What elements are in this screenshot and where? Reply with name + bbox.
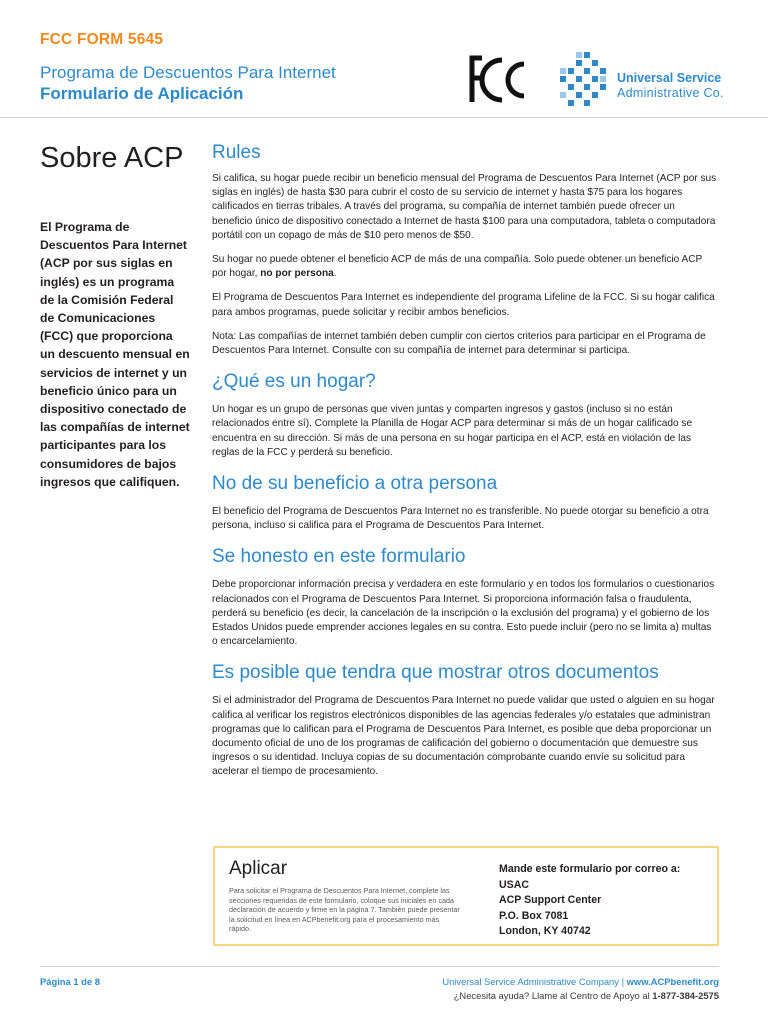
rules-heading: Rules (212, 142, 261, 163)
footer-separator: | (621, 976, 625, 987)
documents-heading: Es posible que tendra que mostrar otros documentos (212, 662, 659, 684)
rules-paragraph-2-text: Su hogar no puede obtener el beneficio ACP de más de una compañía. Solo puede obtener un beneficio ACP por hogar, (212, 254, 703, 280)
rules-paragraph-3: El Programa de Descuentos Para Internet es independiente del programa Lifeline de la FCC. Si su hogar califica para ambos programas, puede solicitar y recibir ambos beneficios. (212, 292, 715, 318)
footer-company: Universal Service Administrative Company (442, 976, 619, 987)
mail-line-4: London, KY 40742 (499, 925, 591, 937)
main-content (212, 140, 717, 790)
usac-name (617, 71, 724, 101)
honest-paragraph: Debe proporcionar información precisa y verdadera en este formulario y en todos los formularios o cuestionarios relacionados con el Programa de Descuentos Para Internet. Si proporciona información falsa o fraudulenta, perderá su beneficio (es decir, la cancelación de la inscripción o la exclusión del programa) y el gobierno de los Estados Unidos puede emprender acciones legales en su contra. Esto puede incluir (pero no se limita a) multas o encarcelamiento. (212, 579, 715, 648)
footer-divider (40, 966, 719, 967)
footer-company-line (442, 976, 719, 987)
footer-help-text: ¿Necesita ayuda? Llame al Centro de Apoyo al (453, 990, 653, 1001)
sidebar-intro: El Programa de Descuentos Para Internet (ACP por sus siglas en inglés) es un programa de la Comisión Federal de Comunicaciones (FCC) que proporciona un descuento mensual en servicios de internet y un beneficio único para un dispositivo conectado de las compañías de internet participantes para los consumidores de bajos ingresos que califiquen. (40, 220, 190, 489)
program-title: Programa de Descuentos Para Internet (40, 63, 336, 82)
mail-line-1: USAC (499, 878, 530, 891)
usac-name-line1: Universal Service (617, 71, 722, 85)
documents-paragraph: Si el administrador del Programa de Descuentos Para Internet no puede validar que usted o alguien en su hogar califica al verificar los registros electrónicos disponibles de las agencias federales y/o estatales que administran programas que lo califican para el Programa de Descuentos Para Internet, es posible que deba proporcionar un documento oficial de uno de los programas de calificación del gobierno o documentación que demuestre sus ingresos o su identidad. Incluya copias de su documentación comprobante cuando envíe su solicitud para acelerar el tiempo de procesamiento. (212, 695, 715, 778)
transfer-heading: No de su beneficio a otra persona (212, 473, 498, 495)
form-title: Formulario de Aplicación (40, 84, 244, 103)
mail-line-2: ACP Support Center (499, 894, 602, 906)
apply-box (213, 846, 719, 946)
form-number: FCC FORM 5645 (40, 31, 164, 48)
rules-paragraph-4: Nota: Las compañías de internet también deben cumplir con ciertos criterios para participar en el Programa de Descuentos Para Internet. Consulte con su compañía de internet para determinar si participa. (212, 330, 706, 357)
honest-heading: Se honesto en este formulario (212, 546, 466, 568)
apply-heading: Aplicar (229, 858, 288, 879)
household-paragraph: Un hogar es un grupo de personas que viven juntas y comparten ingresos y gastos (incluso si no están relacionados entre sí). Complete la Planilla de Hogar ACP para determinar si más de un hogar calificado se encuentra en su dirección. Si más de una persona en su hogar participa en el ACP, está en violación de las reglas de la FCC y perderá su beneficio. (212, 404, 693, 458)
rules-paragraph-2 (212, 253, 717, 281)
rules-paragraph-2-end: . (333, 268, 337, 280)
mailing-address (499, 862, 680, 940)
rules-paragraph-1: Si califica, su hogar puede recibir un beneficio mensual del Programa de Descuentos Para Internet (ACP por sus siglas en inglés) de hasta $30 para cubrir el costo de su servicio de internet y hasta $75 para los hogares calificados en tierras tribales. A través del programa, su compañía de internet también puede ofrecer un beneficio único de dispositivo conectado a Internet de hasta $100 para una computadora, tableta o computadora portátil con un copago de más de $10 pero menos de $50. (212, 173, 717, 241)
footer-help-line (454, 990, 719, 1001)
household-heading: ¿Qué es un hogar? (212, 371, 376, 393)
rules-paragraph-2-bold: no por persona (260, 268, 334, 280)
header-divider (0, 117, 768, 118)
fcc-logo-icon (466, 52, 530, 106)
sidebar-heading: Sobre ACP (40, 142, 184, 174)
mail-heading: Mande este formulario por correo a: (499, 863, 681, 875)
usac-grid-logo-icon (556, 50, 618, 112)
footer-phone[interactable]: 1-877-384-2575 (652, 990, 719, 1001)
page-number: Página 1 de 8 (40, 976, 100, 987)
usac-name-line2: Administrative Co. (617, 86, 724, 100)
transfer-paragraph: El beneficio del Programa de Descuentos Para Internet no es transferible. No puede otorgar su beneficio a otra persona, incluso si califica para el Programa de Descuentos Para Internet. (212, 506, 709, 532)
mail-line-3: P.O. Box 7081 (499, 909, 569, 922)
footer-website-link[interactable]: www.ACPbenefit.org (626, 976, 719, 987)
apply-instructions: Para solicitar el Programa de Descuentos Para Internet, complete las secciones requeridas de este formulario, coloque sus iniciales en cada declaración de acuerdo y firme en la página 7. También puede presentar la solicitud en línea en ACPbenefit.org para el procesamiento más rápido. (229, 886, 460, 933)
